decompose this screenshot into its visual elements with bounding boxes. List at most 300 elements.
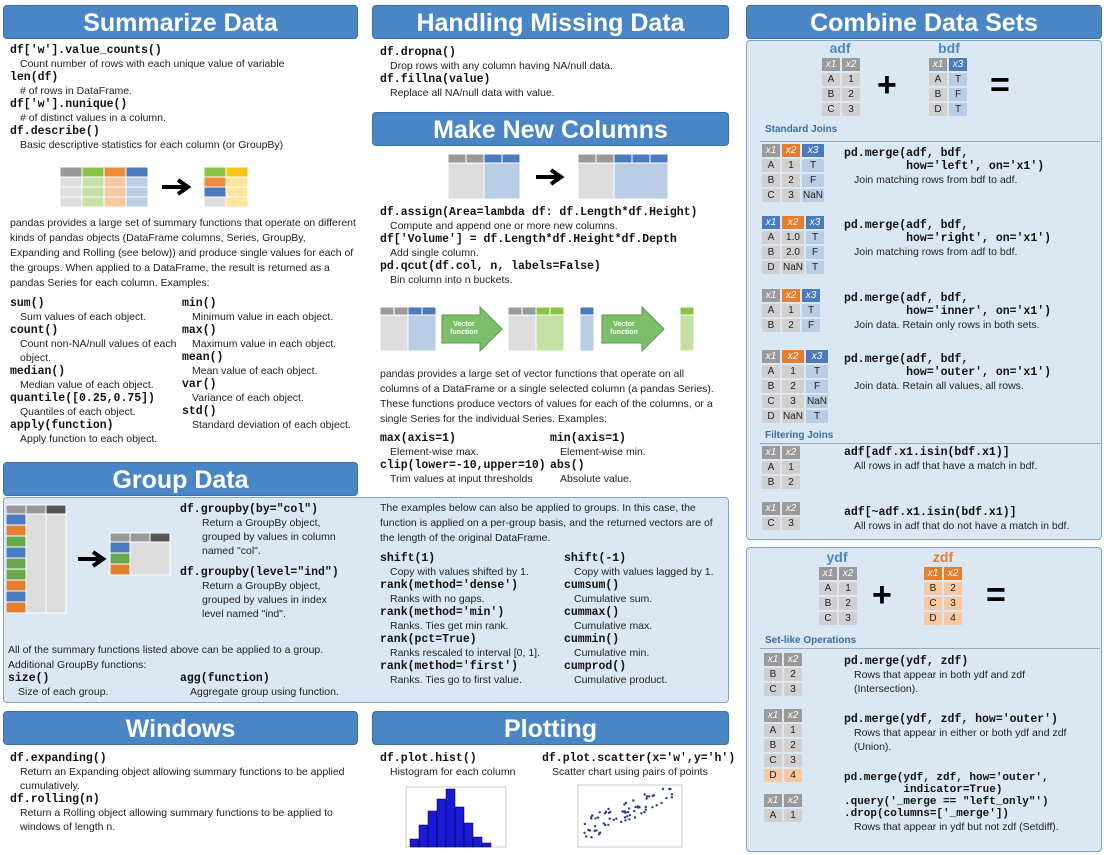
divider [760,648,1100,649]
code: adf[~adf.x1.isin(bdf.x1)] [844,506,1017,519]
scatter-point [609,818,611,820]
table-header-cell: x2 [839,567,857,580]
code: cumprod() [564,660,627,673]
scatter-point [640,812,642,814]
scatter-point [584,823,586,825]
scatter-point [594,825,596,827]
table-header-cell: x2 [784,794,802,807]
table-header-cell: x2 [944,567,962,580]
table-header-cell: x2 [842,58,860,71]
desc: Rows that appear in both ydf and zdf (Intersection). [854,669,1026,695]
desc: Quantiles of each object. [20,406,136,418]
code: df.dropna() [380,46,456,59]
code: mean() [182,351,224,364]
code: rank(pct=True) [380,633,477,646]
table-cell: B [764,668,782,681]
desc: Mean value of each object. [192,365,318,377]
scatter-point [598,833,600,835]
summary-right-col [182,297,357,432]
table-header-cell: x3 [949,58,967,71]
desc: Join matching rows from bdf to adf. [854,174,1018,186]
scatter-point [652,795,654,797]
zdf-label: zdf [932,549,954,565]
table-cell: 3 [782,395,804,408]
union [844,713,1099,754]
code: df['Volume'] = df.Length*df.Height*df.Depth [380,233,677,246]
table-cell: B [924,582,942,595]
scatter-point [624,812,626,814]
table-cell: 1 [784,724,802,737]
equals-icon: = [986,576,1006,614]
table-header-cell: x2 [782,446,800,459]
table-cell: F [806,246,824,259]
scatter-point [637,805,639,807]
table-cell: NaN [807,396,828,407]
desc: Cumulative sum. [574,593,653,605]
table-header-cell: x1 [764,709,782,722]
table-cell: 1 [842,73,860,86]
summarize-diagram [60,165,250,210]
vector-para: pandas provides a large set of vector functions that operate on all columns of a DataFrame or a single selected column (a pandas Series). These functions produce vectors of values for each of the columns, or a single Series for the individual Series. Examples: [380,368,714,425]
outer-join-table [760,348,830,425]
code: shift(1) [380,552,436,565]
code: apply(function) [10,419,114,432]
scatter-point [583,832,585,834]
table-header-cell: x2 [782,216,804,229]
left-join [844,147,1099,187]
table-cell: 2.0 [782,246,804,259]
table-cell: A [822,73,840,86]
scatter-point [660,802,662,804]
code: df.rolling(n) [10,793,100,806]
table-cell: B [762,319,780,332]
summarize-header: Summarize Data [3,5,358,39]
table-cell: T [802,304,820,317]
bdf-table [927,56,969,118]
right-join-table [760,214,826,276]
table-cell: A [764,809,782,822]
groupby-section [180,503,370,621]
code: size() [8,672,50,685]
scatter-point [591,814,593,816]
table-cell: C [819,612,837,625]
table-cell: D [929,103,947,116]
scatter-point [656,804,658,806]
table-header-cell: x1 [764,794,782,807]
scatter-point [607,824,609,826]
table-cell: 1 [782,159,800,172]
table-cell: C [762,395,780,408]
code: pd.merge(ydf, zdf, how='outer') [844,713,1058,726]
code: df.assign(Area=lambda df: df.Length*df.Height) [380,206,698,219]
table-cell: 1 [784,809,802,822]
table-header-cell: x3 [802,144,824,157]
desc: Trim values at input thresholds [390,473,533,485]
scatter-point [645,797,647,799]
desc: Cumulative min. [574,647,650,659]
desc: All rows in adf that do not have a match in bdf. [854,520,1070,532]
code: pd.merge(adf, bdf, how='outer', on='x1') [844,353,1052,379]
table-cell: 3 [842,103,860,116]
scatter-point [634,806,636,808]
code: len(df) [10,71,59,84]
desc: Copy with values shifted by 1. [390,566,529,578]
code: pd.merge(ydf, zdf) [844,655,969,668]
table-cell: 1 [839,582,857,595]
table-cell: NaN [783,262,804,273]
newcols-header: Make New Columns [372,112,729,146]
code: min(axis=1) [550,432,626,445]
scatter-point [665,797,667,799]
windows-section [10,752,355,834]
scatter-point [607,808,609,810]
desc: Variance of each object. [192,392,304,404]
code: df.plot.hist() [380,752,477,765]
code: count() [10,324,59,337]
table-header-cell: x3 [802,289,820,302]
scatter-point [625,802,627,804]
desc: Cumulative max. [574,620,653,632]
desc: Median value of each object. [20,379,154,391]
desc: Count non-NA/null values of each object. [20,338,177,364]
code: df['w'].value_counts() [10,44,162,57]
table-cell: D [762,261,780,274]
code: pd.merge(ydf, zdf, how='outer', indicator=True) .query('_merge == "left_only"') .drop(columns=['_merge']) [844,772,1049,820]
adf-label: adf [829,40,851,56]
table-cell: B [762,380,780,393]
code: df['w'].nunique() [10,98,128,111]
code: df.expanding() [10,752,107,765]
table-cell: C [822,103,840,116]
desc: Count number of rows with each unique value of variable [20,58,285,70]
combine-header: Combine Data Sets [746,5,1102,39]
scatter-point [615,818,617,820]
desc: Scatter chart using pairs of points [552,766,708,778]
table-header-cell: x1 [929,58,947,71]
table-header-cell: x3 [806,350,828,363]
desc: Aggregate group using function. [190,686,339,698]
code: median() [10,365,66,378]
scatter-point [604,812,606,814]
code: rank(method='first') [380,660,519,673]
summarize-section [10,44,360,152]
scatter-point [671,796,673,798]
desc: Sum values of each object. [20,311,147,323]
scatter-point [644,793,646,795]
newcols-diagram [448,152,688,202]
scatter-point [628,807,630,809]
table-cell: 1.0 [782,231,804,244]
code: std() [182,405,217,418]
code: df.fillna(value) [380,73,491,86]
scatter-point [595,829,597,831]
scatter-point [633,810,635,812]
group-extra-left [8,672,178,699]
table-header-cell: x1 [762,446,780,459]
scatter-point [632,799,634,801]
code: max() [182,324,217,337]
desc: Minimum value in each object. [192,311,334,323]
table-cell: 2 [782,476,800,489]
group-para2: The examples below can also be applied to groups. In this case, the function is applied on a per-group basis, and the returned vectors are of the length of the original DataFrame. [380,502,713,544]
code: df.groupby(level="ind") [180,566,339,579]
table-header-cell: x1 [762,350,780,363]
table-header-cell: x1 [822,58,840,71]
scatter-thumbnail [570,783,685,853]
table-cell: F [802,174,824,187]
desc: Return a GroupBy object, grouped by values in column named "col". [202,517,336,557]
table-header-cell: x1 [762,144,780,157]
table-cell: 2 [782,319,800,332]
desc: Return a Rolling object allowing summary functions to be applied to windows of length n. [20,807,333,833]
vector-right-col [550,432,725,486]
desc: # of distinct values in a column. [20,112,166,124]
intersection-table [762,651,804,698]
desc: Return a GroupBy object, grouped by values in index level named "ind". [202,580,327,620]
vector-diagram [380,305,725,355]
table-header-cell: x2 [784,653,802,666]
table-header-cell: x1 [762,216,780,229]
code: rank(method='dense') [380,579,519,592]
table-header-cell: x2 [782,289,800,302]
desc: Ranks. Ties get min rank. [390,620,509,632]
code: pd.merge(adf, bdf, how='right', on='x1') [844,219,1052,245]
scatter-point [645,806,647,808]
table-cell: 2 [784,668,802,681]
desc: Element-wise min. [560,446,646,458]
code: agg(function) [180,672,270,685]
scatter-point [648,795,650,797]
table-cell: 2 [842,88,860,101]
table-cell: 3 [944,597,962,610]
code: min() [182,297,217,310]
desc: Histogram for each column [390,766,516,778]
missing-section [380,46,725,100]
table-cell: B [762,246,780,259]
table-cell: NaN [803,190,824,201]
table-cell: T [802,159,824,172]
code: abs() [550,459,585,472]
filtering-joins-label: Filtering Joins [765,430,834,441]
desc: Ranks rescaled to interval [0, 1]. [390,647,540,659]
table-cell: D [924,612,942,625]
zdf-table [922,565,964,627]
table-cell: 4 [944,612,962,625]
code: rank(method='min') [380,606,505,619]
table-cell: 1 [782,304,800,317]
desc: Drop rows with any column having NA/null data. [390,60,613,72]
scatter-point [624,819,626,821]
desc: Apply function to each object. [20,433,158,445]
code: clip(lower=-10,upper=10) [380,459,546,472]
table-cell: A [762,304,780,317]
table-cell: 2 [784,739,802,752]
table-cell: A [762,159,780,172]
scatter-point [624,816,626,818]
code: var() [182,378,217,391]
desc: Join data. Retain all values, all rows. [854,380,1024,392]
code: sum() [10,297,45,310]
plus-icon: + [877,66,897,104]
code: max(axis=1) [380,432,456,445]
standard-joins-label: Standard Joins [765,124,838,135]
plot-scatter [542,752,736,779]
group-header: Group Data [3,462,358,496]
table-cell: B [764,739,782,752]
table-header-cell: x1 [762,289,780,302]
table-cell: A [819,582,837,595]
histogram-thumbnail [398,785,508,851]
vector-label: Vector function [610,321,638,336]
scatter-point [662,788,664,790]
right-join [844,219,1099,259]
table-cell: F [949,88,967,101]
table-header-cell: x2 [784,709,802,722]
summarize-para: pandas provides a large set of summary functions that operate on different kinds of pandas objects (DataFrame columns, Series, GroupBy, Expanding and Rolling (see below)) and produce single values for each of the groups. When applied to a DataFrame, the result is returned as a pandas Series for each column. Examples: [10,217,356,289]
code: cumsum() [564,579,620,592]
scatter-point [620,821,622,823]
code: cummin() [564,633,620,646]
desc: Copy with values lagged by 1. [574,566,714,578]
table-cell: T [806,410,828,423]
code: quantile([0.25,0.75]) [10,392,155,405]
table-cell: 2 [782,380,804,393]
table-cell: B [762,174,780,187]
ydf-label: ydf [826,549,848,565]
table-header-cell: x1 [819,567,837,580]
table-header-cell: x2 [782,350,804,363]
table-cell: F [806,380,828,393]
setlike-label: Set-like Operations [765,635,857,646]
left-join-table [760,142,826,204]
desc: Rows that appear in ydf but not zdf (Setdiff). [854,821,1059,833]
table-cell: T [806,261,824,274]
table-cell: 3 [782,189,800,202]
table-cell: B [819,597,837,610]
table-cell: T [806,231,824,244]
scatter-point [629,814,631,816]
code: df.describe() [10,125,100,138]
desc: Join data. Retain only rows in both sets. [854,319,1040,331]
group-right-col [564,552,726,687]
table-cell: C [762,517,780,530]
code: df.plot.scatter(x='w',y='h') [542,752,736,765]
desc: Bin column into n buckets. [390,274,513,286]
scatter-point [645,809,647,811]
table-cell: 1 [782,461,800,474]
windows-header: Windows [3,711,358,745]
setdiff-table [762,792,804,824]
code: adf[adf.x1.isin(bdf.x1)] [844,446,1010,459]
table-cell: B [762,476,780,489]
scatter-point [668,788,670,790]
table-cell: NaN [783,411,804,422]
table-cell: 2 [839,597,857,610]
scatter-point [628,818,630,820]
group-left-col [380,552,560,687]
table-header-cell: x1 [924,567,942,580]
desc: Compute and append one or more new columns. [390,220,618,232]
code: pd.qcut(df.col, n, labels=False) [380,260,601,273]
divider [760,443,1100,444]
table-header-cell: x3 [806,216,824,229]
scatter-point [671,793,673,795]
anti-join [844,506,1099,533]
table-cell: A [762,231,780,244]
desc: Size of each group. [18,686,109,698]
table-header-cell: x1 [762,502,780,515]
semi-join [844,446,1099,473]
table-cell: 3 [839,612,857,625]
intersection [844,655,1099,696]
scatter-point [585,835,587,837]
ydf-table [817,565,859,627]
table-cell: B [822,88,840,101]
scatter-point [604,824,606,826]
table-cell: 3 [784,754,802,767]
code: df.groupby(by="col") [180,503,319,516]
scatter-point [626,815,628,817]
adf-table [820,56,862,118]
semi-join-table [760,444,802,491]
desc: Rows that appear in either or both ydf and zdf (Union). [854,727,1067,753]
desc: All rows in adf that have a match in bdf. [854,460,1038,472]
table-cell: C [762,189,780,202]
table-cell: 2 [944,582,962,595]
inner-join [844,292,1099,332]
table-cell: 1 [782,365,804,378]
scatter-point [613,819,615,821]
table-cell: T [949,103,967,116]
desc: Ranks. Ties go to first value. [390,674,522,686]
scatter-point [651,806,653,808]
desc: Add single column. [390,247,479,259]
table-cell: A [762,461,780,474]
desc: Absolute value. [560,473,632,485]
vector-left-col [380,432,550,486]
equals-icon: = [990,66,1010,104]
table-cell: 2 [782,174,800,187]
outer-join [844,353,1099,393]
table-cell: C [764,683,782,696]
scatter-point [597,816,599,818]
plot-hist [380,752,540,779]
group-extra-right [180,672,370,699]
missing-header: Handling Missing Data [372,5,729,39]
group-diagram [6,503,171,621]
scatter-point [599,811,601,813]
group-para: All of the summary functions listed above can be applied to a group. Additional GroupBy functions: [8,644,324,671]
scatter-point [589,829,591,831]
desc: Standard deviation of each object. [192,419,351,431]
plotting-header: Plotting [372,711,729,745]
plus-icon: + [872,576,892,614]
table-cell: C [764,754,782,767]
table-cell: T [949,73,967,86]
scatter-point [627,811,629,813]
summary-left-col [10,297,182,446]
table-cell: A [762,365,780,378]
desc: Basic descriptive statistics for each column (or GroupBy) [20,139,284,151]
newcols-section [380,206,725,287]
code: pd.merge(adf, bdf, how='inner', on='x1') [844,292,1052,318]
vector-label: Vector function [450,321,478,336]
desc: Join matching rows from adf to bdf. [854,246,1018,258]
bdf-label: bdf [938,40,960,56]
code: pd.merge(adf, bdf, how='left', on='x1') [844,147,1045,173]
table-cell: 4 [784,769,802,782]
table-cell: C [924,597,942,610]
